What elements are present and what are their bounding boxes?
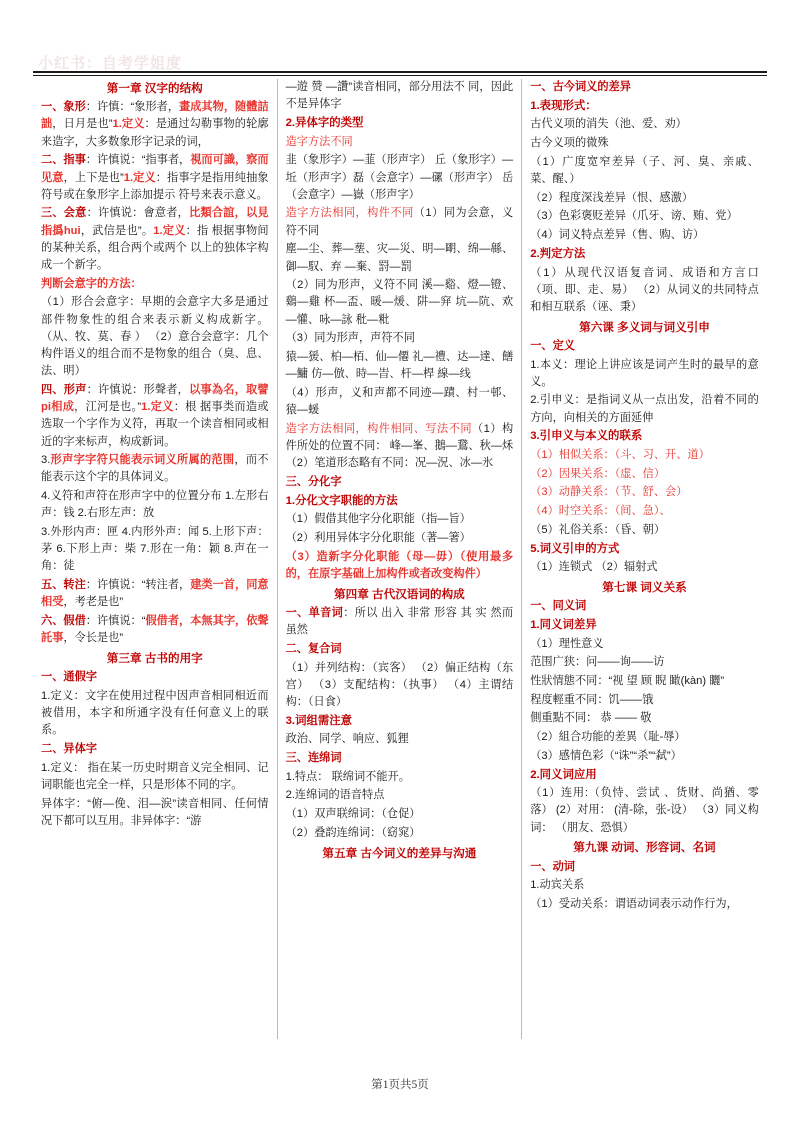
- text-run: （2）組合功能的差異（耻-辱）: [530, 731, 686, 744]
- highlight-run: （3）造新字分化职能（母—毋）（使用最多的，在原字基础上加构件或者改变构件）: [285, 550, 514, 580]
- text-run: ：许慎说：“指事者，: [85, 154, 191, 167]
- text-run: ，武信是也”。: [80, 224, 154, 237]
- three-column-layout: [33, 79, 767, 1039]
- body-paragraph: [530, 692, 759, 711]
- text-run: （1）连用:（负恃、尝试 、货财、尚猶、零落） (2）对用： (清-除，张-设） （3）同义构词： （朋友、恐惧）: [530, 787, 759, 834]
- text-run: 猿—猨、柏—栢、仙—僊 礼—禮、达—達、饍—鱅 仿—倣、時—旹、杆—桿 線—线: [285, 351, 514, 381]
- body-paragraph: [286, 750, 514, 769]
- text-run: ，考老是也”: [63, 596, 124, 609]
- body-paragraph: [41, 488, 269, 524]
- text-run: 1.特点： 联绵词不能开。: [285, 770, 410, 783]
- body-paragraph: [41, 152, 269, 205]
- highlight-run: 1.定义: [141, 401, 174, 414]
- text-run: 側重點不同： 恭 —— 敬: [530, 712, 652, 725]
- text-run: （2）利用异体字分化职能（著—箸）: [285, 532, 471, 545]
- body-paragraph: [286, 330, 514, 349]
- highlight-run: 六、假借: [41, 615, 86, 628]
- text-run: —遊 赞 —讚”读音相同，部分用法不 同，因此不是异体字: [285, 81, 514, 111]
- body-paragraph: [286, 277, 514, 330]
- body-paragraph: [530, 673, 759, 692]
- highlight-run: 3.引申义与本义的联系: [530, 430, 643, 443]
- body-paragraph: [286, 115, 514, 134]
- body-paragraph: [41, 741, 269, 760]
- highlight-run: （1）相似关系：（斗、习、开、道）: [530, 449, 710, 462]
- body-paragraph: [286, 421, 514, 474]
- text-run: 1.本义：理论上讲应该是词产生时的最早的意义。: [530, 358, 759, 388]
- highlight-run: 以事為名，取譬pi相成: [41, 383, 269, 414]
- body-paragraph: [286, 825, 514, 844]
- chapter-title: 第一章 汉字的结构: [106, 82, 203, 95]
- body-paragraph: [286, 205, 514, 241]
- highlight-run: 1.同义词差异: [530, 618, 597, 631]
- highlight-run: 2.异体字的类型: [285, 116, 364, 129]
- text-run: 范围广狭：问——询——访: [530, 656, 665, 669]
- body-paragraph: [530, 617, 759, 636]
- text-run: ，上下是也”: [63, 171, 124, 184]
- body-paragraph: [530, 447, 759, 466]
- chapter-title: 第三章 古书的用字: [106, 652, 203, 665]
- body-paragraph: [41, 382, 269, 452]
- body-paragraph: [41, 205, 269, 275]
- body-paragraph: [530, 636, 759, 655]
- text-run: 政治、同学、响应、狐狸: [285, 733, 409, 746]
- highlight-run: 四、形声: [41, 383, 87, 396]
- body-paragraph: [286, 134, 514, 153]
- highlight-run: 造字方法相同，构件相同、写法不同: [285, 422, 472, 435]
- text-run: 4.义符和声符在形声字中的位置分布 1.左形右声：钱 2.右形左声：放: [41, 490, 269, 520]
- text-run: ：许慎：“象形者，: [85, 101, 180, 114]
- highlight-run: 形声字字符只能表示词义所属的范围: [50, 454, 235, 467]
- text-run: ，江河是也。”: [74, 401, 142, 414]
- text-run: （1）广度宽窄差异（子、河、臭、亲戚、菜、醒、）: [530, 155, 759, 186]
- body-paragraph: [286, 731, 514, 750]
- highlight-run: 一、通假字: [41, 671, 97, 684]
- body-paragraph: [41, 524, 269, 577]
- highlight-run: 5.词义引申的方式: [530, 542, 620, 555]
- watermark-text: 小红书：自考学姐度: [38, 55, 183, 72]
- text-run: ：许慎说：“: [85, 615, 146, 628]
- body-paragraph: [530, 154, 759, 190]
- column-3: [522, 79, 767, 1039]
- body-paragraph: [530, 729, 759, 748]
- body-paragraph: [41, 276, 269, 295]
- body-paragraph: [530, 208, 759, 227]
- text-run: （4）形声，义和声都不同迹—蹟、村一邨、猿—蝯: [285, 386, 514, 417]
- highlight-run: 五、转注: [41, 579, 86, 592]
- text-run: ：许慎说：會意者，: [86, 207, 190, 220]
- highlight-run: 一、同义词: [530, 600, 587, 613]
- text-run: （1）理性意义: [530, 637, 604, 650]
- body-paragraph: [286, 241, 514, 277]
- highlight-run: 一、古今词义的差异: [530, 81, 631, 93]
- text-run: ：根 据事类而造或选取一个字作为义符，再取一个读音相同或相近的字来标声，构成新词。: [41, 401, 269, 448]
- text-run: ，而不能表示这个字的具体词义。: [41, 454, 269, 484]
- highlight-run: 三、连绵词: [285, 752, 342, 765]
- body-paragraph: [530, 246, 759, 265]
- text-run: 3.外形内声：匣 4.内形外声：闻 5.上形下声：茅 6.下形上声：柴 7.形在一角：颖 8.声在一角：徒: [41, 526, 269, 573]
- highlight-run: 一、动词: [530, 860, 575, 873]
- highlight-run: 2.判定方法: [530, 247, 586, 260]
- body-paragraph: [286, 511, 514, 530]
- body-paragraph: [41, 99, 269, 152]
- highlight-run: 判断会意字的方法：: [41, 277, 142, 290]
- highlight-run: 1.分化文字职能的方法: [285, 494, 398, 507]
- text-run: （1）假借其他字分化职能（指—旨）: [285, 513, 471, 526]
- highlight-run: 1.定义: [123, 171, 156, 184]
- body-paragraph: [530, 785, 759, 838]
- body-paragraph: [530, 767, 759, 786]
- highlight-run: 二、异体字: [41, 743, 97, 756]
- text-run: 塵—尘、葬—塟、灾—災、明—朙、绵—緜、御—馭、弃 —棄、罸—罰: [285, 243, 514, 273]
- body-paragraph: [286, 385, 514, 421]
- highlight-run: 視而可識，察而见意: [41, 154, 269, 184]
- body-paragraph: [530, 190, 759, 209]
- highlight-run: 比類合誼，以見指撝hui: [41, 207, 269, 237]
- column-2: [278, 79, 523, 1039]
- highlight-run: 三、分化字: [285, 475, 342, 488]
- body-paragraph: [530, 98, 759, 117]
- body-paragraph: [530, 79, 759, 98]
- body-paragraph: [530, 522, 759, 541]
- text-run: （1）同为会意，义符不同: [285, 207, 514, 237]
- column-1: [33, 79, 278, 1039]
- body-paragraph: [41, 688, 269, 741]
- body-paragraph: [286, 79, 514, 115]
- text-run: ，日月是也”: [52, 118, 113, 131]
- text-run: 程度輕重不同：饥——饿: [530, 693, 654, 706]
- text-run: ：许慎说：“转注者，: [85, 579, 191, 592]
- body-paragraph: [41, 669, 269, 688]
- highlight-run: 建类一首，同意相受: [41, 579, 269, 609]
- body-paragraph: [286, 152, 514, 205]
- highlight-run: 1.定义: [153, 224, 186, 237]
- body-paragraph: [286, 660, 514, 713]
- text-run: 1.定义： 指在某一历史时期音义完全相同、记词职能也完全一样，只是形体不同的字。: [41, 761, 269, 791]
- body-paragraph: [286, 530, 514, 549]
- body-paragraph: [286, 713, 514, 732]
- highlight-run: （4）时空关系：（间、急）、: [530, 505, 671, 518]
- text-run: 异体字：“俯—俛、泪—涙”读音相同、任何情况下都可以互用。非异体字：“游: [41, 797, 269, 827]
- highlight-run: 假借者，本無其字，依聲託事: [41, 615, 269, 645]
- text-run: 2.连绵词的语音特点: [285, 789, 385, 802]
- body-paragraph: [530, 484, 759, 503]
- chapter-title: 第七课 词义关系: [602, 580, 687, 594]
- highlight-run: 1.定义: [112, 118, 145, 131]
- body-paragraph: [530, 877, 759, 896]
- body-paragraph: [530, 116, 759, 135]
- page-footer: 第1页共5页: [371, 1079, 429, 1091]
- body-paragraph: [530, 227, 759, 246]
- body-paragraph: [286, 605, 514, 641]
- chapter-title: 第四章 古代汉语词的构成: [334, 587, 465, 601]
- text-run: 性狀情態不同：“视 望 顾 睨 瞰(kàn) 矖”: [530, 675, 725, 687]
- body-paragraph: [530, 559, 759, 578]
- highlight-run: 一、单音词: [285, 606, 344, 619]
- highlight-run: 造字方法相同，构件不同: [285, 207, 414, 220]
- text-run: （1）并列结构：（宾客） （2）偏正结构（东宫） （3）支配结构：（执事） （4）主谓结构：（日食）: [285, 661, 514, 708]
- text-run: 1.动宾关系: [530, 879, 585, 892]
- highlight-run: （2）因果关系：（虚、信）: [530, 467, 666, 480]
- highlight-run: 三、会意: [41, 207, 87, 220]
- text-run: 古代义项的消失（池、爱、劝）: [530, 118, 687, 131]
- body-paragraph: [286, 474, 514, 493]
- body-paragraph: [286, 549, 514, 585]
- top-rule-divider: [33, 71, 767, 76]
- text-run: （4）词义特点差异（售、购、访）: [530, 229, 705, 242]
- body-paragraph: [41, 796, 269, 832]
- highlight-run: 一、象形: [41, 101, 86, 114]
- highlight-run: 二、复合词: [285, 642, 342, 655]
- body-paragraph: [286, 787, 514, 806]
- text-run: ：指 根据事物间的某种关系，组合两个或两个 以上的独体字构成一个新字。: [41, 224, 269, 272]
- highlight-run: （3）动静关系：（节、舒、会）: [530, 486, 688, 499]
- body-paragraph: [286, 641, 514, 660]
- body-paragraph: [530, 654, 759, 673]
- text-run: 1.定义：文字在使用过程中因声音相同相近而被借用，本字和所通字没有任何意义上的联系。: [41, 689, 269, 737]
- text-run: （3）感情色彩（“诛”“杀”“弑”）: [530, 749, 682, 762]
- text-run: （1）双声联绵词：（仓促）: [285, 808, 421, 821]
- body-paragraph: [530, 357, 759, 393]
- body-paragraph: [530, 541, 759, 560]
- body-paragraph: [530, 859, 759, 878]
- text-run: （2）同为形声，义符不同 溪—谿、燈—镫、鷄—雞 杯—盃、暖—煖、阱—穽 坑—阬、欢—懽、咏—詠 秕—粃: [285, 279, 514, 326]
- body-paragraph: [286, 493, 514, 512]
- body-paragraph: [41, 452, 269, 488]
- body-paragraph: [286, 769, 514, 788]
- text-run: 韭（象形字）—韮（形声字） 丘（象形字）—坵（形声字）磊（会意字）—磥（形声字） 岳（会意字）—嶽（形声字）: [285, 154, 514, 201]
- body-paragraph: [530, 748, 759, 767]
- text-run: （3）同为形声，声符不同: [285, 332, 415, 345]
- body-paragraph: [286, 349, 514, 385]
- text-run: 古今义项的微殊: [530, 137, 609, 150]
- highlight-run: 3.词组需注意: [285, 714, 353, 727]
- text-run: （2）叠韵连绵词：（窈窕）: [285, 826, 421, 839]
- highlight-run: 畫成其物，随體詰詘: [41, 101, 269, 131]
- text-run: ，令长是也”: [63, 632, 124, 645]
- body-paragraph: [530, 265, 759, 318]
- text-run: ：是通过勾勒事物的轮廓来造字，大多数象形字记录的词，: [41, 118, 269, 148]
- text-run: ：许慎说：形聲者，: [86, 383, 190, 396]
- body-paragraph: [41, 760, 269, 796]
- text-run: （5）礼俗关系：（昏、朝）: [530, 523, 666, 536]
- text-run: 3.: [41, 454, 51, 467]
- body-paragraph: [286, 806, 514, 825]
- body-paragraph: [530, 428, 759, 447]
- body-paragraph: [41, 577, 269, 613]
- body-paragraph: [530, 710, 759, 729]
- body-paragraph: [530, 466, 759, 485]
- body-paragraph: [530, 503, 759, 522]
- body-paragraph: [530, 598, 759, 617]
- chapter-title: 第九课 动词、形容词、名词: [573, 841, 716, 855]
- text-run: （2）程度深浅差异（恨、感激）: [530, 191, 694, 204]
- highlight-run: 二、指事: [41, 154, 86, 167]
- highlight-run: 造字方法不同: [285, 135, 353, 148]
- text-run: （1）受动关系：谓语动词表示动作行为，: [530, 897, 738, 910]
- text-run: ：所以 出入 非常 形容 其 实 然而 虽然: [285, 606, 514, 637]
- chapter-title: 第六课 多义词与词义引申: [579, 320, 710, 334]
- text-run: ：指事字是指用纯抽象符号或在象形字上添加提示 符号来表示意义。: [41, 171, 269, 201]
- highlight-run: 1.表现形式：: [530, 99, 597, 112]
- body-paragraph: [530, 392, 759, 428]
- highlight-run: 一、定义: [530, 339, 575, 352]
- text-run: （1）形合会意字：早期的会意字大多是通过部件物象性的组合来表示新义构成新字。（从、牧、莫、春 ） （2）意合会意字：几个构件语义的组合而不是物象的组合（臭、息、法、明）: [41, 296, 269, 378]
- body-paragraph: [41, 613, 269, 649]
- highlight-run: 2.同义词应用: [530, 768, 597, 781]
- body-paragraph: [41, 294, 269, 382]
- chapter-title: 第五章 古今词义的差异与沟通: [322, 846, 477, 860]
- text-run: （1）构件所处的位置不同： 峰—峯、鵝—鵞、秋—秌 （2）笔道形态略有不同：况—況、冰—氷: [285, 422, 514, 470]
- text-run: （1）连锁式 （2）辐射式: [530, 561, 658, 574]
- text-run: （1）从现代汉语复音词、成语和方言口（项、即、走、易） （2）从词义的共同特点和相互联系（诬、秉）: [530, 266, 759, 313]
- body-paragraph: [530, 338, 759, 357]
- text-run: 2.引申义：是指词义从一点出发，沿着不同的方向，向相关的方面延伸: [530, 394, 759, 424]
- body-paragraph: [530, 135, 759, 154]
- body-paragraph: [530, 896, 759, 915]
- text-run: （3）色彩褒贬差异（爪牙、谤、贿、党）: [530, 210, 738, 223]
